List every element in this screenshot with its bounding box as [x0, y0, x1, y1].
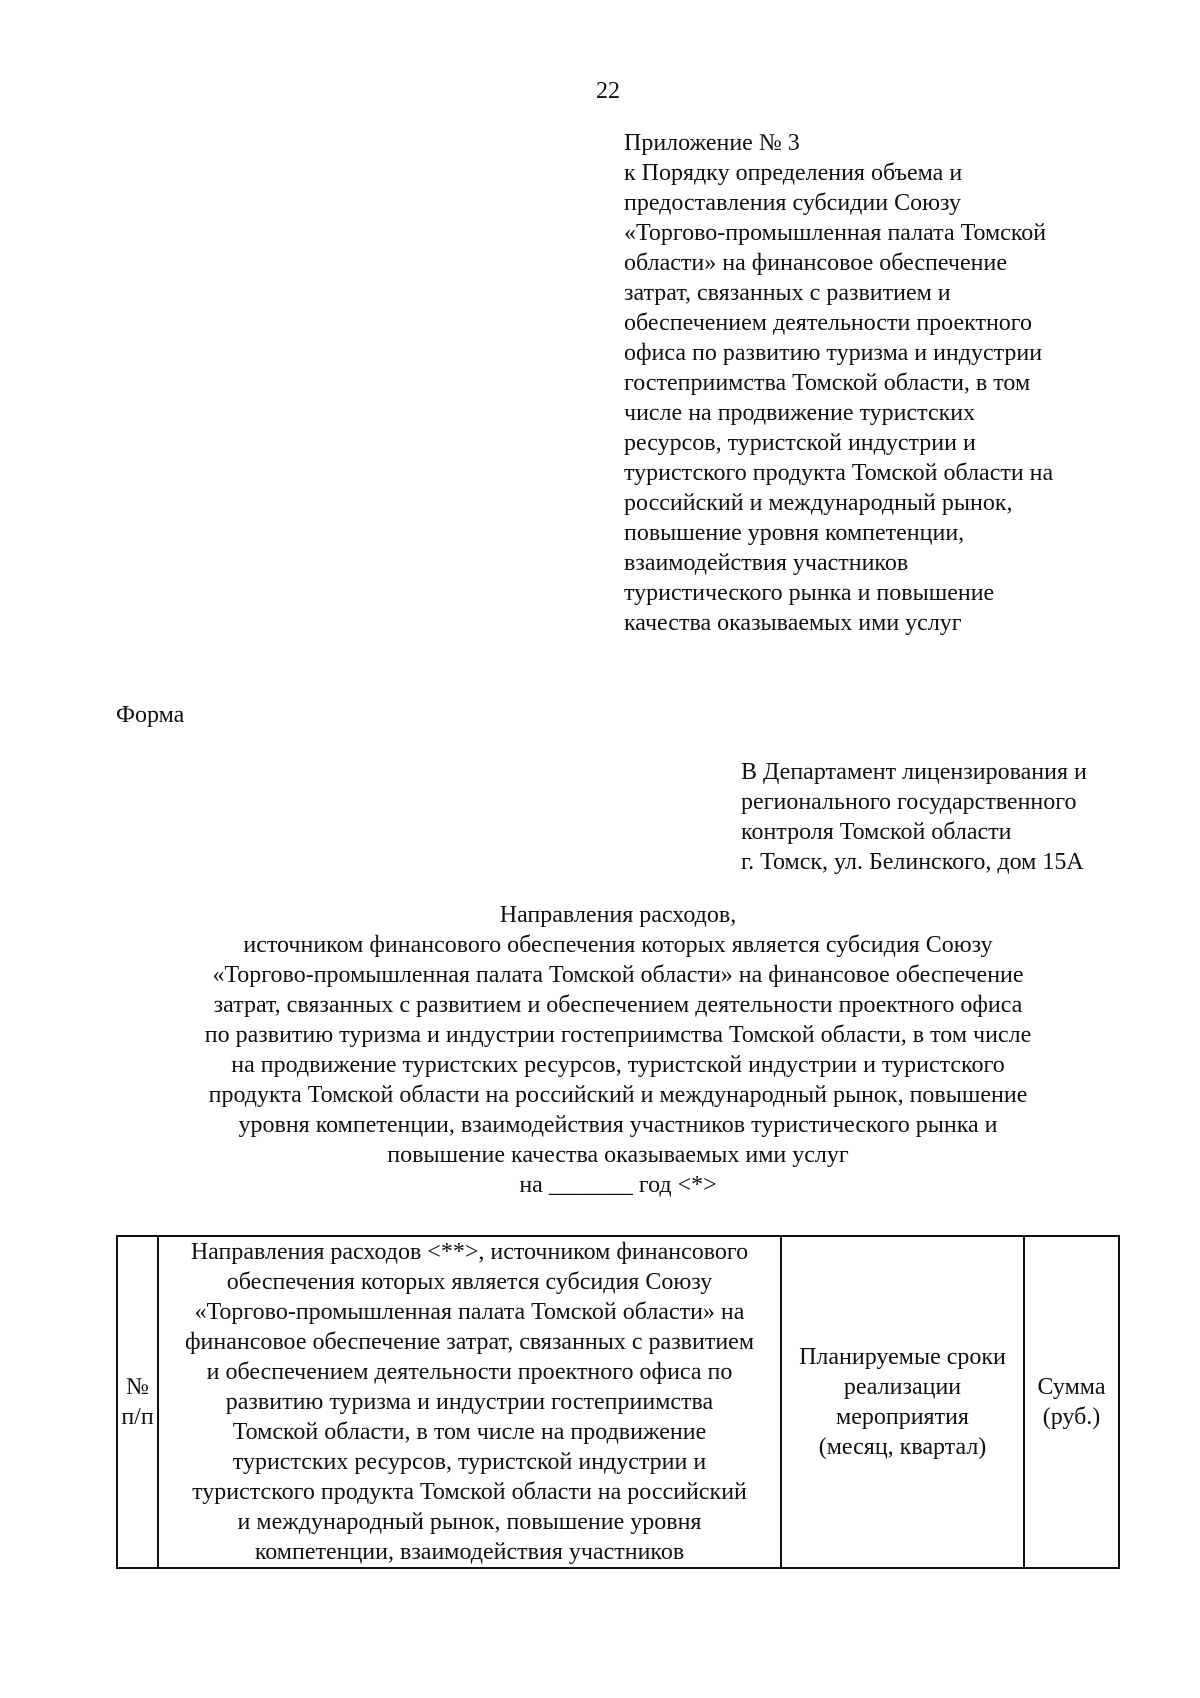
header-text: Планируемые сроки: [799, 1344, 1006, 1370]
appendix-line: качества оказываемых ими услуг: [624, 610, 962, 636]
form-label: Форма: [116, 702, 185, 728]
appendix-line: затрат, связанных с развитием и: [624, 280, 951, 306]
appendix-line: Приложение № 3: [624, 130, 800, 156]
title-line: источником финансового обеспечения которых является субсидия Союзу: [243, 932, 993, 958]
appendix-line: туристского продукта Томской области на: [624, 460, 1054, 486]
appendix-line: гостеприимства Томской области, в том: [624, 370, 1031, 396]
header-text: (руб.): [1042, 1404, 1101, 1430]
appendix-line: области» на финансовое обеспечение: [624, 250, 1007, 276]
document-title: [0, 900, 1200, 1200]
header-text: Направления расходов <**>, источником финансового: [190, 1239, 749, 1265]
header-text: «Торгово-промышленная палата Томской области» на: [194, 1299, 745, 1325]
header-text: обеспечения которых является субсидия Союзу: [226, 1269, 713, 1295]
header-amount: [1024, 1236, 1119, 1568]
title-line: по развитию туризма и индустрии гостеприимства Томской области, в том числе: [204, 1022, 1032, 1048]
recipient-line: регионального государственного: [741, 789, 1077, 815]
appendix-line: ресурсов, туристской индустрии и: [624, 430, 976, 456]
page-number: 22: [596, 78, 620, 104]
header-text: туристских ресурсов, туристской индустрии и: [232, 1449, 707, 1475]
appendix-line: взаимодействия участников: [624, 550, 909, 576]
header-text: реализации: [843, 1374, 962, 1400]
header-text: и обеспечением деятельности проектного офиса по: [206, 1359, 733, 1385]
header-number: [117, 1236, 158, 1568]
title-line: на _______ год <*>: [519, 1172, 717, 1198]
title-line: повышение качества оказываемых ими услуг: [387, 1142, 849, 1168]
table-header-row: [117, 1236, 1119, 1568]
title-line: продукта Томской области на российский и международный рынок, повышение: [208, 1082, 1028, 1108]
appendix-line: повышение уровня компетенции,: [624, 520, 965, 546]
appendix-line: предоставления субсидии Союзу: [624, 190, 961, 216]
header-text: п/п: [121, 1404, 154, 1430]
recipient-address: [741, 757, 1087, 877]
header-text: мероприятия: [836, 1404, 969, 1430]
expenses-table: [116, 1235, 1120, 1569]
appendix-line: офиса по развитию туризма и индустрии: [624, 340, 1043, 366]
header-text: и международный рынок, повышение уровня: [237, 1509, 702, 1535]
title-line: на продвижение туристских ресурсов, туристской индустрии и туристского: [231, 1052, 1005, 1078]
header-text: Томской области, в том числе на продвижение: [232, 1419, 707, 1445]
appendix-line: обеспечением деятельности проектного: [624, 310, 1033, 336]
header-text: (месяц, квартал): [818, 1434, 987, 1460]
title-line: «Торгово-промышленная палата Томской области» на финансовое обеспечение: [212, 962, 1024, 988]
header-text: туристского продукта Томской области на российский: [192, 1479, 747, 1505]
header-text: №: [126, 1374, 149, 1400]
title-line: затрат, связанных с развитием и обеспечением деятельности проектного офиса: [213, 992, 1023, 1018]
recipient-line: г. Томск, ул. Белинского, дом 15А: [741, 849, 1084, 875]
title-line: Направления расходов,: [499, 902, 737, 928]
header-text: финансовое обеспечение затрат, связанных с развитием: [184, 1329, 755, 1355]
header-directions: [158, 1236, 781, 1568]
header-text: Сумма: [1037, 1374, 1106, 1400]
appendix-line: российский и международный рынок,: [624, 490, 1013, 516]
appendix-line: туристического рынка и повышение: [624, 580, 995, 606]
appendix-header: [624, 128, 1184, 638]
header-text: компетенции, взаимодействия участников: [254, 1539, 685, 1565]
header-planned-dates: [781, 1236, 1024, 1568]
recipient-line: В Департамент лицензирования и: [741, 759, 1087, 785]
appendix-line: числе на продвижение туристских: [624, 400, 976, 426]
recipient-line: контроля Томской области: [741, 819, 1012, 845]
appendix-line: «Торгово-промышленная палата Томской: [624, 220, 1047, 246]
title-line: уровня компетенции, взаимодействия участников туристического рынка и: [238, 1112, 998, 1138]
appendix-line: к Порядку определения объема и: [624, 160, 963, 186]
header-text: развитию туризма и индустрии гостеприимства: [225, 1389, 714, 1415]
